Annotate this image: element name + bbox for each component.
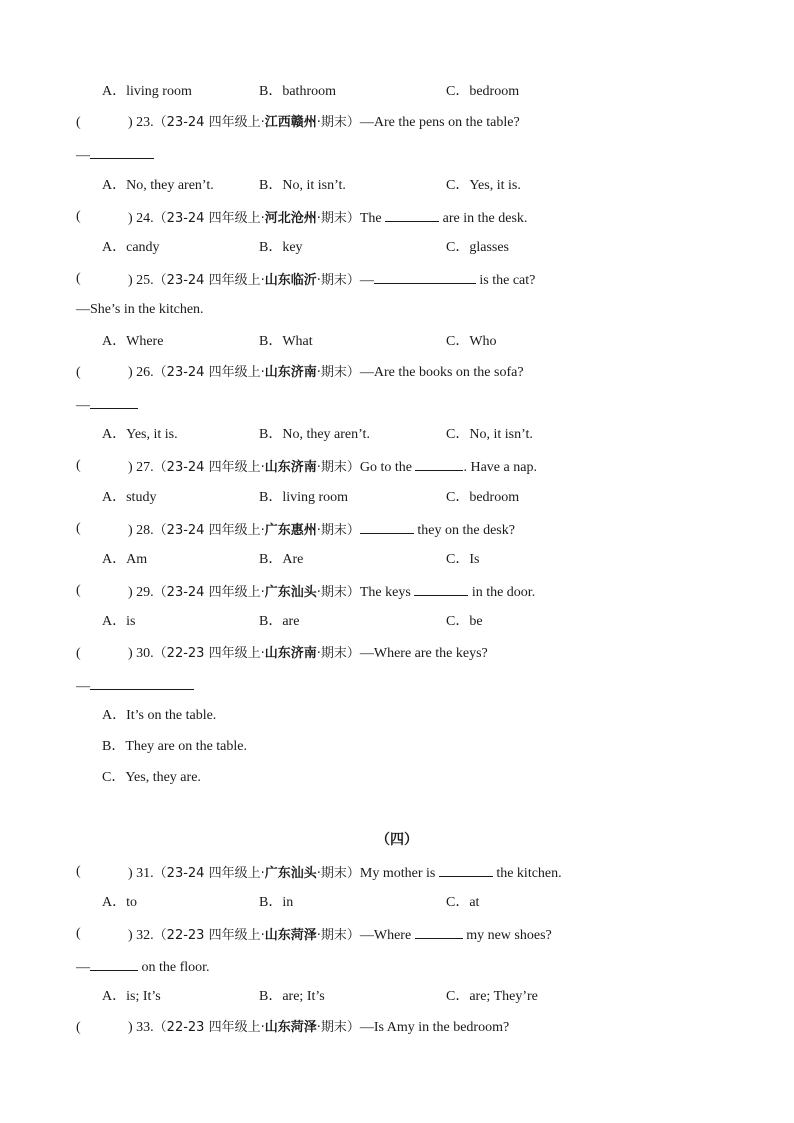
question-33: ) 33.（22-23 四年级上·山东菏泽·期末）—Is Amy in the bedroom? <box>128 1020 510 1035</box>
question-24: ) 24.（23-24 四年级上·河北沧州·期末）The are in the desk. <box>128 208 527 228</box>
question-26-answer-line: — <box>76 395 138 415</box>
answer-blank[interactable] <box>90 145 154 159</box>
option-b: B．They are on the table. <box>102 739 248 754</box>
question-32: ) 32.（22-23 四年级上·山东菏泽·期末）—Where my new shoes? <box>128 925 552 945</box>
option-b: B．bathroom <box>259 84 336 99</box>
question-31: ) 31.（23-24 四年级上·广东汕头·期末）My mother is the kitchen. <box>128 863 562 883</box>
answer-blank[interactable] <box>90 676 194 690</box>
option-b: B．What <box>259 334 313 349</box>
option-b: B．are; It’s <box>259 989 325 1004</box>
option-b: B．are <box>259 614 300 629</box>
option-a: A．It’s on the table. <box>102 708 217 723</box>
answer-blank[interactable] <box>415 925 463 939</box>
question-30: ) 30.（22-23 四年级上·山东济南·期末）—Where are the keys? <box>128 646 488 661</box>
option-c: C．bedroom <box>446 84 520 99</box>
question-25: ) 25.（23-24 四年级上·山东临沂·期末）— is the cat? <box>128 270 535 290</box>
question-26: ) 26.（23-24 四年级上·山东济南·期末）—Are the books on the sofa? <box>128 365 524 380</box>
answer-paren[interactable]: ( <box>76 926 81 941</box>
answer-blank[interactable] <box>385 208 439 222</box>
option-c: C．bedroom <box>446 490 520 505</box>
option-c: C．Who <box>446 334 497 349</box>
question-30-answer-line: — <box>76 676 194 696</box>
answer-paren[interactable]: ( <box>76 115 81 130</box>
option-a: A．is; It’s <box>102 989 161 1004</box>
option-a: A．to <box>102 895 137 910</box>
option-b: B．No, it isn’t. <box>259 178 346 193</box>
option-c: C．Yes, it is. <box>446 178 521 193</box>
question-28: ) 28.（23-24 四年级上·广东惠州·期末） they on the desk? <box>128 520 515 540</box>
answer-paren[interactable]: ( <box>76 458 81 473</box>
option-a: A．study <box>102 490 157 505</box>
question-27: ) 27.（23-24 四年级上·山东济南·期末）Go to the . Have a nap. <box>128 457 537 477</box>
answer-blank[interactable] <box>415 457 463 471</box>
answer-paren[interactable]: ( <box>76 271 81 286</box>
question-23: ) 23.（23-24 四年级上·江西赣州·期末）—Are the pens on the table? <box>128 115 520 130</box>
answer-paren[interactable]: ( <box>76 583 81 598</box>
option-c: C．are; They’re <box>446 989 538 1004</box>
answer-paren[interactable]: ( <box>76 521 81 536</box>
option-c: C．No, it isn’t. <box>446 427 533 442</box>
answer-blank[interactable] <box>414 582 468 596</box>
option-c: C．at <box>446 895 480 910</box>
option-b: B．Are <box>259 552 304 567</box>
option-b: B．in <box>259 895 294 910</box>
answer-paren[interactable]: ( <box>76 209 81 224</box>
answer-blank[interactable] <box>90 395 138 409</box>
answer-paren[interactable]: ( <box>76 864 81 879</box>
answer-blank[interactable] <box>90 957 138 971</box>
answer-blank[interactable] <box>374 270 476 284</box>
answer-paren[interactable]: ( <box>76 646 81 661</box>
answer-paren[interactable]: ( <box>76 365 81 380</box>
answer-blank[interactable] <box>439 863 493 877</box>
option-a: A．Yes, it is. <box>102 427 178 442</box>
answer-blank[interactable] <box>360 520 414 534</box>
option-c: C．Is <box>446 552 480 567</box>
question-32-answer-line: — on the floor. <box>76 957 210 977</box>
option-a: A．No, they aren’t. <box>102 178 214 193</box>
option-a: A．Am <box>102 552 148 567</box>
question-23-answer-line: — <box>76 145 154 165</box>
option-c: C．Yes, they are. <box>102 770 201 785</box>
question-29: ) 29.（23-24 四年级上·广东汕头·期末）The keys in the door. <box>128 582 535 602</box>
option-a: A．Where <box>102 334 164 349</box>
option-b: B．No, they aren’t. <box>259 427 370 442</box>
option-b: B．key <box>259 240 303 255</box>
answer-paren[interactable]: ( <box>76 1020 81 1035</box>
section-heading: （四） <box>376 832 418 848</box>
option-c: C．glasses <box>446 240 509 255</box>
option-a: A．is <box>102 614 136 629</box>
option-b: B．living room <box>259 490 349 505</box>
option-a: A．living room <box>102 84 192 99</box>
option-c: C．be <box>446 614 483 629</box>
option-a: A．candy <box>102 240 160 255</box>
question-25-reply: —She’s in the kitchen. <box>76 302 204 317</box>
